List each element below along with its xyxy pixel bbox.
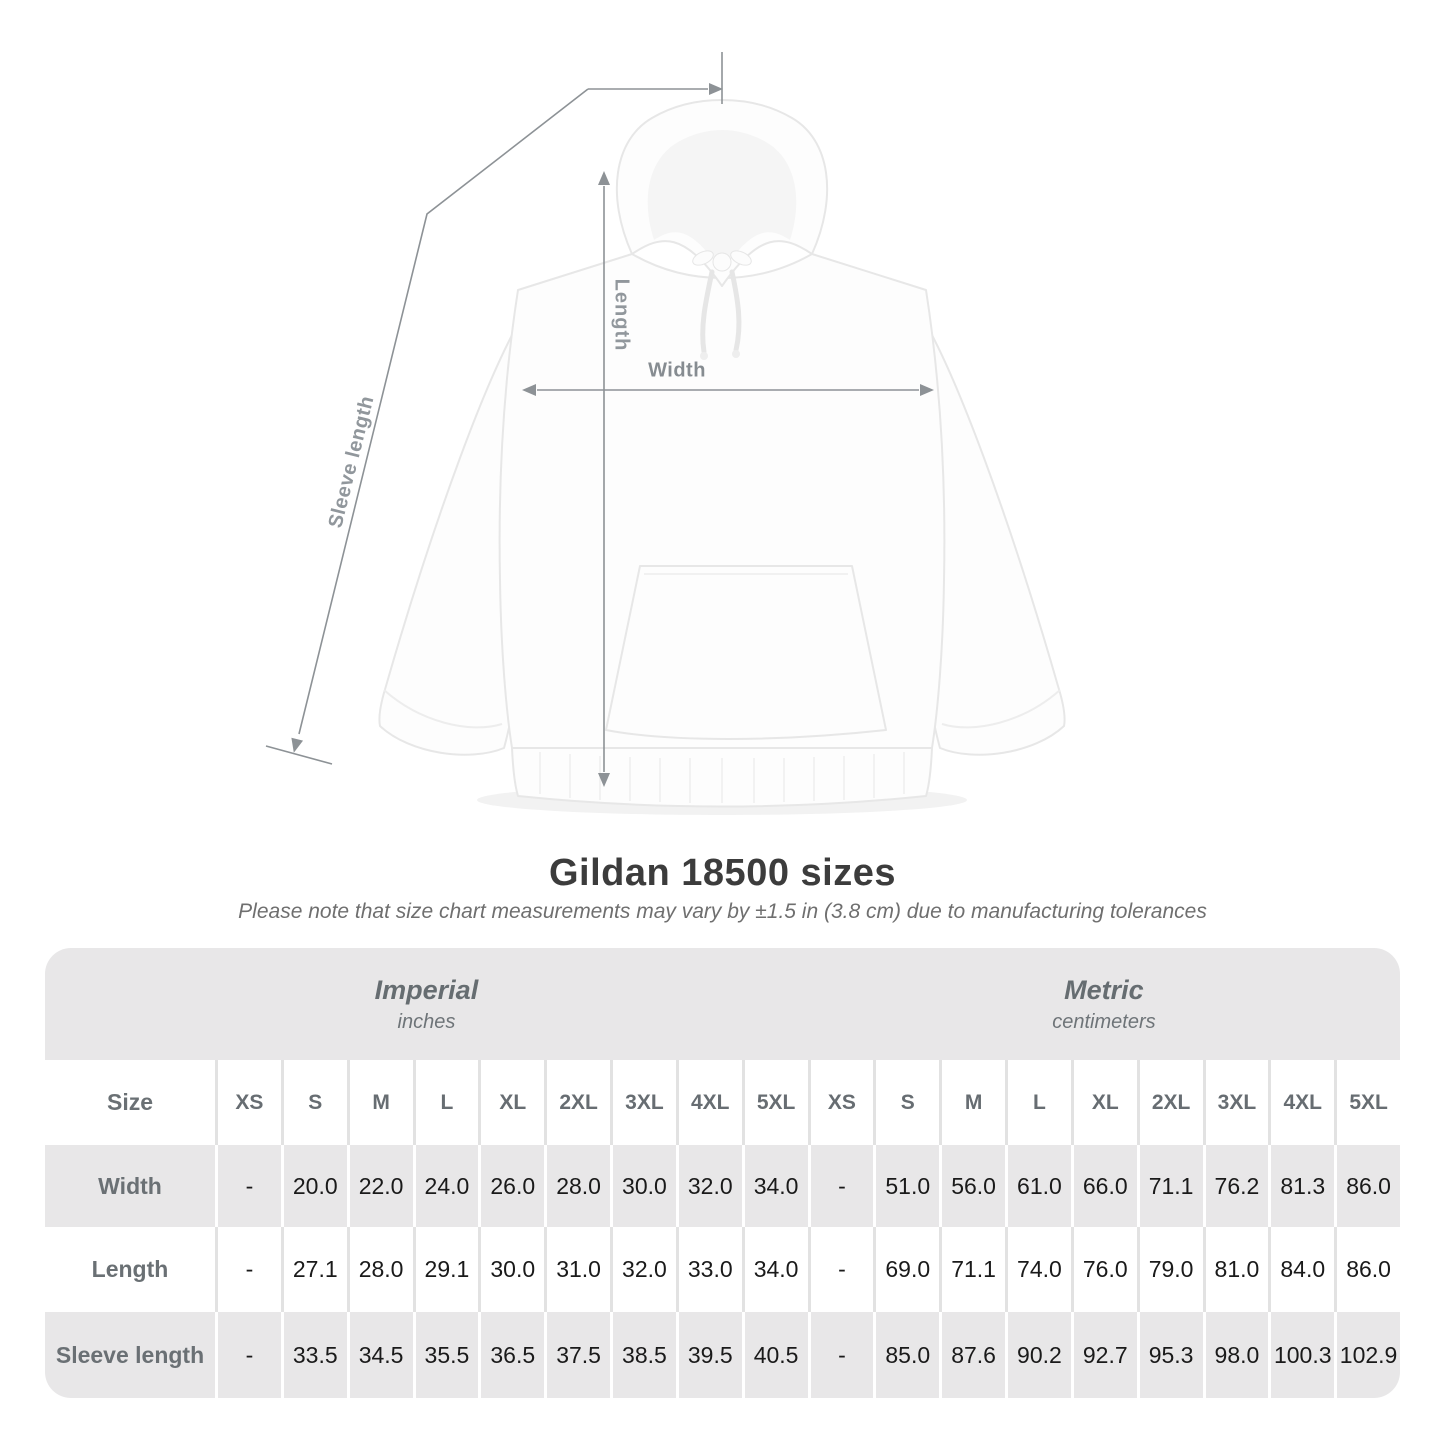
- column-header: XL: [478, 1060, 544, 1145]
- table-cell: -: [808, 1227, 874, 1312]
- unit-header-band: [45, 948, 1400, 1060]
- table-cell: -: [808, 1145, 874, 1227]
- row-label-width: Width: [98, 1172, 162, 1199]
- table-cell: 66.0: [1071, 1145, 1137, 1227]
- table-cell: 81.3: [1268, 1145, 1334, 1227]
- column-header: M: [939, 1060, 1005, 1145]
- table-cell: 24.0: [413, 1145, 479, 1227]
- table-cell: 20.0: [281, 1145, 347, 1227]
- column-header: 3XL: [610, 1060, 676, 1145]
- column-header: 4XL: [1268, 1060, 1334, 1145]
- column-header: 4XL: [676, 1060, 742, 1145]
- page-title: Gildan 18500 sizes: [549, 852, 896, 894]
- table-cell: 51.0: [873, 1145, 939, 1227]
- table-cell: 98.0: [1203, 1312, 1269, 1398]
- size-header-row: [45, 1060, 1400, 1145]
- metric-header: [808, 948, 1400, 1060]
- table-cell: 87.6: [939, 1312, 1005, 1398]
- table-cell: 36.5: [478, 1312, 544, 1398]
- table-cell: 86.0: [1334, 1227, 1400, 1312]
- width-row: [45, 1145, 1400, 1227]
- table-cell: 74.0: [1005, 1227, 1071, 1312]
- table-cell: 76.0: [1071, 1227, 1137, 1312]
- table-cell: 69.0: [873, 1227, 939, 1312]
- imperial-unit: inches: [397, 1010, 456, 1033]
- column-header: 2XL: [1137, 1060, 1203, 1145]
- table-cell: 86.0: [1334, 1145, 1400, 1227]
- table-cell: 90.2: [1005, 1312, 1071, 1398]
- table-cell: 56.0: [939, 1145, 1005, 1227]
- table-cell: 28.0: [347, 1227, 413, 1312]
- column-header: L: [413, 1060, 479, 1145]
- table-cell: 61.0: [1005, 1145, 1071, 1227]
- table-cell: 35.5: [413, 1312, 479, 1398]
- column-header: XS: [215, 1060, 281, 1145]
- size-table: [45, 948, 1400, 1398]
- length-row: [45, 1227, 1400, 1312]
- row-label-length: Length: [91, 1256, 169, 1282]
- table-cell: 30.0: [610, 1145, 676, 1227]
- table-cell: -: [808, 1312, 874, 1398]
- table-cell: 28.0: [544, 1145, 610, 1227]
- table-cell: 71.1: [1137, 1145, 1203, 1227]
- row-label-sleeve-length: Sleeve length: [55, 1341, 205, 1368]
- table-cell: 92.7: [1071, 1312, 1137, 1398]
- table-cell: 85.0: [873, 1312, 939, 1398]
- table-cell: 79.0: [1137, 1227, 1203, 1312]
- table-cell: 27.1: [281, 1227, 347, 1312]
- column-header: 3XL: [1203, 1060, 1269, 1145]
- table-cell: 34.5: [347, 1312, 413, 1398]
- table-cell: -: [215, 1312, 281, 1398]
- table-cell: 39.5: [676, 1312, 742, 1398]
- table-cell: 29.1: [413, 1227, 479, 1312]
- table-cell: 81.0: [1203, 1227, 1269, 1312]
- table-cell: 71.1: [939, 1227, 1005, 1312]
- table-cell: 40.5: [742, 1312, 808, 1398]
- column-header: M: [347, 1060, 413, 1145]
- table-cell: 32.0: [676, 1145, 742, 1227]
- table-cell: 33.5: [281, 1312, 347, 1398]
- column-header: XL: [1071, 1060, 1137, 1145]
- row-label-size: Size: [106, 1089, 154, 1115]
- table-cell: 38.5: [610, 1312, 676, 1398]
- table-cell: 26.0: [478, 1145, 544, 1227]
- tolerance-note: Please note that size chart measurements may vary by ±1.5 in (3.8 cm) due to manufacturing tolerances: [238, 900, 1207, 923]
- imperial-title: Imperial: [374, 974, 479, 1005]
- table-cell: -: [215, 1227, 281, 1312]
- table-cell: 30.0: [478, 1227, 544, 1312]
- column-header: S: [281, 1060, 347, 1145]
- table-cell: 102.9: [1334, 1312, 1400, 1398]
- table-cell: 31.0: [544, 1227, 610, 1312]
- table-cell: 37.5: [544, 1312, 610, 1398]
- table-cell: 34.0: [742, 1145, 808, 1227]
- metric-title: Metric: [1064, 974, 1144, 1005]
- sleeve-length-annotation: Sleeve length: [324, 393, 379, 531]
- width-annotation: Width: [648, 359, 706, 382]
- table-cell: 84.0: [1268, 1227, 1334, 1312]
- table-cell: 32.0: [610, 1227, 676, 1312]
- imperial-header: [45, 948, 808, 1060]
- table-cell: 34.0: [742, 1227, 808, 1312]
- sleeve-length-row: [45, 1312, 1400, 1398]
- table-cell: 76.2: [1203, 1145, 1269, 1227]
- table-cell: -: [215, 1145, 281, 1227]
- table-cell: 100.3: [1268, 1312, 1334, 1398]
- table-cell: 95.3: [1137, 1312, 1203, 1398]
- column-header: L: [1005, 1060, 1071, 1145]
- table-cell: 22.0: [347, 1145, 413, 1227]
- length-annotation: Length: [610, 278, 633, 352]
- metric-unit: centimeters: [1052, 1010, 1156, 1033]
- column-header: 5XL: [742, 1060, 808, 1145]
- column-header: 5XL: [1334, 1060, 1400, 1145]
- column-header: 2XL: [544, 1060, 610, 1145]
- column-header: XS: [808, 1060, 874, 1145]
- column-header: S: [873, 1060, 939, 1145]
- table-cell: 33.0: [676, 1227, 742, 1312]
